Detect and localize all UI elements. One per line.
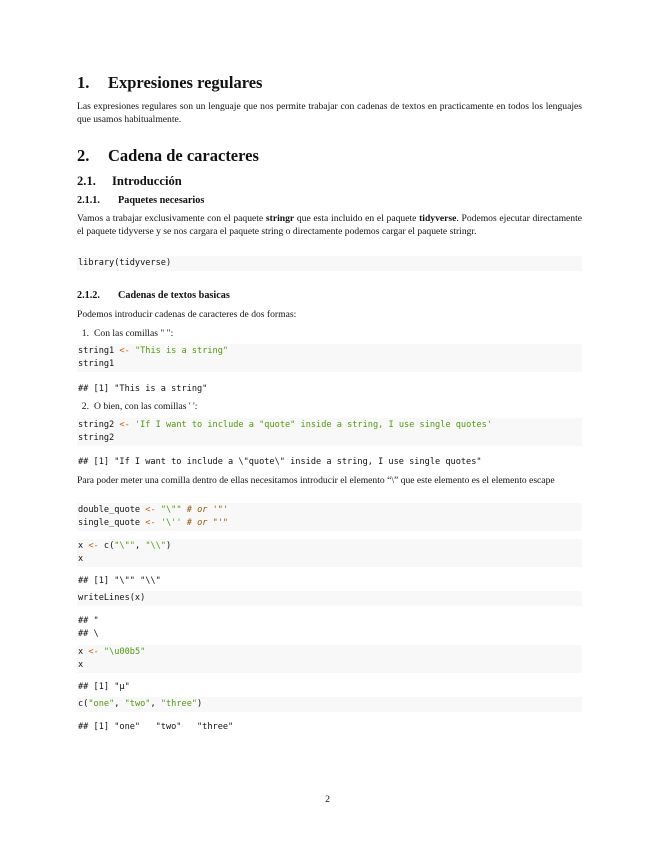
paragraph-paquetes: Vamos a trabajar exclusivamente con el paquete stringr que esta incluido en el paquete tidyverse. Podemos ejecutar directamente el paquete tidyverse y se nos cargara el paquete string o directamente podemos cargar el paquete stringr. — [77, 213, 583, 237]
code-block-unicode: x <- "\u00b5" x — [77, 645, 582, 673]
section-heading-cadena: 2. Cadena de caracteres — [77, 146, 259, 165]
subsubsection-heading-cadenas: 2.1.2. Cadenas de textos basicas — [77, 290, 230, 301]
paragraph-formas: Podemos introducir cadenas de caracteres de dos formas: — [77, 309, 297, 320]
subsection-heading-introduccion: 2.1. Introducción — [77, 174, 182, 188]
output-string1: ## [1] "This is a string" — [78, 384, 208, 394]
code-block-library: library(tidyverse) — [77, 256, 582, 271]
output-unicode: ## [1] "µ" — [78, 682, 130, 692]
list-item-comillas-simples: 2. O bien, con las comillas ' ': — [81, 401, 198, 412]
code-block-x-vector: x <- c("\"", "\\") x — [77, 539, 582, 567]
section-heading-expresiones: 1. Expresiones regulares — [77, 73, 263, 92]
output-string2: ## [1] "If I want to include a \"quote\" inside a string, I use single quotes" — [78, 457, 482, 467]
page-number: 2 — [325, 794, 330, 805]
paragraph-escape: Para poder meter una comilla dentro de ellas necesitamos introducir el elemento “\” que este elemento es el elemento escape — [77, 475, 555, 486]
subsubsection-heading-paquetes: 2.1.1. Paquetes necesarios — [77, 195, 205, 206]
code-block-quotes: double_quote <- "\"" # or '"' single_quote <- '\'' # or "'" — [77, 503, 582, 531]
code-block-string1: string1 <- "This is a string" string1 — [77, 344, 582, 372]
code-block-writelines: writeLines(x) — [77, 591, 582, 606]
output-writelines: ## " ## \ — [78, 616, 99, 639]
output-c-vector: ## [1] "one" "two" "three" — [78, 722, 234, 732]
list-item-comillas-dobles: 1. Con las comillas " ": — [81, 328, 174, 339]
code-block-string2: string2 <- 'If I want to include a "quote" inside a string, I use single quotes' string2 — [77, 418, 582, 446]
code-block-c-vector: c("one", "two", "three") — [77, 697, 582, 712]
paragraph-intro: Las expresiones regulares son un lenguaje que nos permite trabajar con cadenas de textos en practicamente en todos los lenguajes que usamos habitualmente. — [77, 101, 582, 125]
output-x-vector: ## [1] "\"" "\\" — [78, 576, 161, 586]
